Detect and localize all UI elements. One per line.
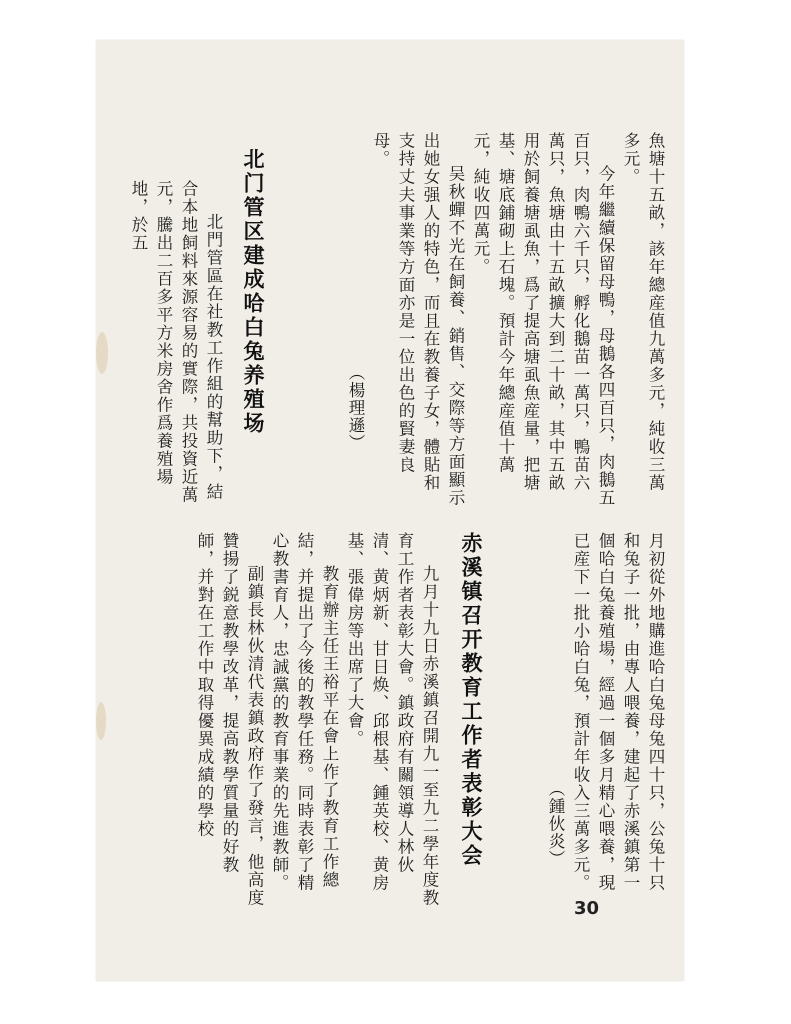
- paragraph: 魚塘十五畝，該年總産值九萬多元，純收三萬多元。: [621, 132, 665, 492]
- paragraph: 月初從外地購進哈白兔母兔四十只，公兔十只和兔子一批，由專人喂養，建起了赤溪鎮第一個哈白兔養殖場，經過一個多月精心喂養，現已産下一批小哈白兔，預計年收入三萬多元。: [571, 532, 665, 892]
- article-right-top-body: [346, 132, 668, 508]
- byline: （鍾伙炎）: [546, 780, 565, 868]
- article-left-body: [129, 180, 226, 505]
- paragraph: 教育辦主任王裕平在會上作了教育工作總結，并提出了今後的教學任務。同時表彰了精心教書育人，忠誠黨的教育事業的先進教師。: [270, 532, 339, 892]
- paragraph: 吴秋蟬不光在飼養、銷售、交際等方面顯示出她女强人的特色，而且在教養子女，體貼和支持丈夫事業等方面亦是一位出色的賢妻良母。: [371, 132, 465, 507]
- paragraph: 副鎮長林伙清代表鎮政府作了發言，他高度贊揚了鋭意教學改革，提高教學質量的好教師，并對在工作中取得優異成績的學校: [195, 532, 264, 907]
- page-number: 30: [574, 898, 600, 919]
- paper-stain: [96, 702, 106, 740]
- article-left-title: 北门管区建成哈白兔养殖场: [241, 148, 265, 436]
- paragraph: 北門管區在社教工作組的幫助下，結合本地飼料來源容易的實際，共投資近萬元，騰出二百多平方米房舍作爲養殖場地，於五: [129, 180, 223, 504]
- article-right-bottom-body: [511, 532, 668, 908]
- paper-stain: [96, 332, 108, 374]
- article-edu-body: [160, 532, 442, 908]
- byline: （楊理遜）: [346, 364, 365, 452]
- paragraph: 今年繼續保留母鴨，母鵝各四百只，肉鵝五百只，肉鴨六千只，孵化鵝苗一萬只，鴨苗六萬只，魚塘由十五畝擴大到二十畝，其中五畝用於飼養塘虱魚，爲了提高塘虱魚産量，把塘基、塘底鋪砌上石塊。預計今年總産值十萬元，純收四萬元。: [471, 132, 615, 507]
- paragraph: 九月十九日赤溪鎮召開九一至九二學年度教育工作者表彰大會。鎮政府有關領導人林伙清、黄炳新、甘日焕、邱根基、鍾英校、黄房基、張偉房等出席了大會。: [345, 532, 439, 907]
- article-edu-title: 赤溪镇召开教育工作者表彰大会: [459, 532, 483, 868]
